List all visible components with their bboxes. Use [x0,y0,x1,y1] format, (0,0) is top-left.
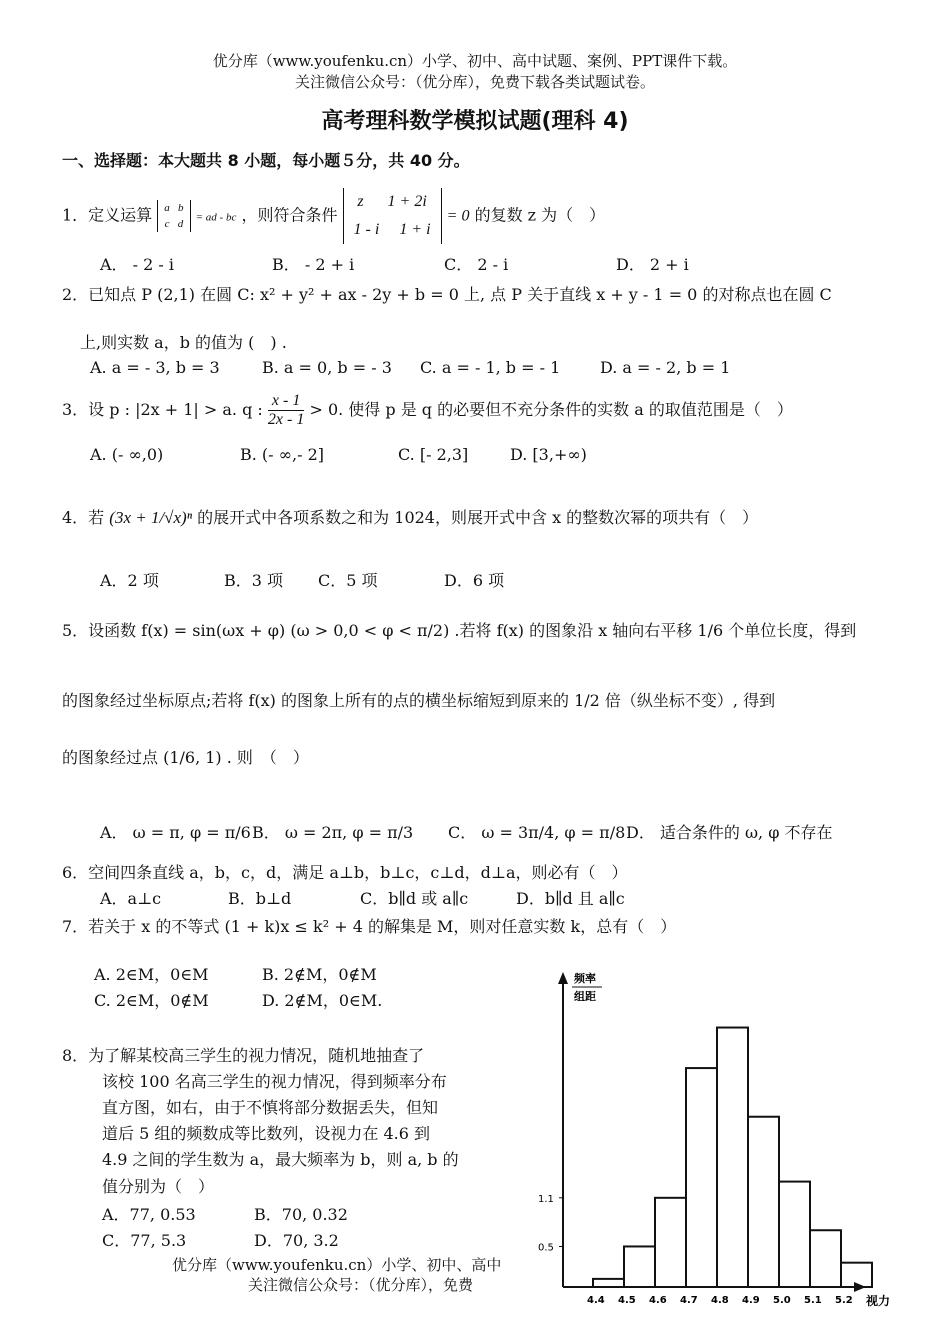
q3-text-b: > 0. 使得 p 是 q 的必要但不充分条件的实数 a 的取值范围是（ ） [309,400,793,419]
histogram-bar-0 [593,1279,624,1287]
page-title: 高考理科数学模拟试题(理科 4) [321,109,629,134]
ylabel-top: 频率 [574,972,596,985]
q1-d12: 1 + 2i [387,193,427,210]
q4-option-a[interactable]: A．2 项 [100,571,159,590]
question-5-line-1: 5．设函数 f(x) = sin(ωx + φ) (ω > 0,0 < φ < π/2) .若将 f(x) 的图象沿 x 轴向右平移 1/6 个单位长度，得到 [62,621,857,640]
q2-option-c[interactable]: C. a = - 1, b = - 1 [420,358,561,377]
y-axis-arrow [558,972,568,984]
q8-option-c[interactable]: C．77, 5.3 [102,1231,187,1250]
question-2-line-1: 2．已知点 P (2,1) 在圆 C: x² + y² + ax - 2y + b = 0 上, 点 P 关于直线 x + y - 1 = 0 的对称点也在圆 C [62,285,832,304]
q2-option-a[interactable]: A. a = - 3, b = 3 [90,358,220,377]
q5-option-b[interactable]: B． ω = 2π, φ = π/3 [252,823,414,842]
histogram-chart [530,960,930,1312]
q3-fraction [268,392,304,429]
x-tick-label-2: 4.6 [649,1295,667,1306]
q4-text-b: 的展开式中各项系数之和为 1024，则展开式中含 x 的整数次幂的项共有（ ） [197,508,759,527]
x-tick-label-7: 5.1 [804,1295,822,1306]
histogram-bar-6 [779,1182,810,1287]
q8-option-b[interactable]: B．70, 0.32 [254,1205,348,1224]
q3-denominator: 2x - 1 [267,411,305,428]
q8-option-d[interactable]: D．70, 3.2 [254,1231,339,1250]
q1-option-a[interactable]: A． - 2 - i [100,255,175,274]
x-tick-label-0: 4.4 [587,1295,605,1306]
q1-eq: = 0 [446,207,470,225]
q1-det [343,188,442,244]
q4-option-c[interactable]: C．5 项 [318,571,378,590]
question-8-line-3: 直方图，如右，由于不慎将部分数据丢失，但知 [102,1098,439,1117]
q4-option-d[interactable]: D．6 项 [444,571,505,590]
y-tick-label-0: 0.5 [538,1242,554,1254]
q4-text-a: 4．若 [62,508,105,527]
q2-option-b[interactable]: B. a = 0, b = - 3 [262,358,392,377]
footer-line-1: 优分库（www.youfenku.cn）小学、初中、高中 [172,1256,502,1274]
x-tick-label-5: 4.9 [742,1295,760,1306]
histogram-bar-7 [810,1230,841,1287]
x-tick-label-1: 4.5 [618,1295,636,1306]
x-axis-arrow [854,1282,866,1292]
x-tick-label-8: 5.2 [835,1295,853,1306]
question-8-line-5: 4.9 之间的学生数为 a，最大频率为 b，则 a, b 的 [102,1150,459,1169]
xlabel: 视力 [866,1294,891,1308]
q1-det-def: = ad - bc [195,211,237,224]
q4-expression: (3x + 1/√x)ⁿ [109,508,193,527]
q1-det-definition: a b c d [157,200,190,232]
q3-option-b[interactable]: B. (- ∞,- 2] [240,445,324,464]
q5-option-d[interactable]: D． 适合条件的 ω, φ 不存在 [626,823,833,842]
histogram-bar-1 [624,1246,655,1287]
q7-option-a[interactable]: A. 2∈M，0∈M [94,965,209,984]
q5-option-a[interactable]: A． ω = π, φ = π/6 [100,823,251,842]
q1-d21: 1 - i [353,221,380,238]
question-7: 7．若关于 x 的不等式 (1 + k)x ≤ k² + 4 的解集是 M，则对任意实数 k，总有（ ） [62,917,677,936]
y-tick-label-1: 1.1 [538,1193,554,1205]
q1-option-b[interactable]: B． - 2 + i [272,255,355,274]
x-tick-label-4: 4.8 [711,1295,729,1306]
q7-option-d[interactable]: D. 2∉M，0∈M. [262,991,383,1010]
q1-d22: 1 + i [399,221,431,238]
x-tick-label-6: 5.0 [773,1295,791,1306]
q6-option-d[interactable]: D．b∥d 且 a∥c [516,889,625,908]
x-tick-label-3: 4.7 [680,1295,698,1306]
q3-numerator: x - 1 [268,392,304,411]
q3-option-c[interactable]: C. [- 2,3] [398,445,469,464]
q1-text-a: 1．定义运算 [62,205,153,225]
question-4 [62,505,758,528]
q1-option-c[interactable]: C． 2 - i [444,255,509,274]
q6-option-a[interactable]: A．a⊥c [100,889,162,908]
q3-option-a[interactable]: A. (- ∞,0) [90,445,164,464]
q1-option-d[interactable]: D． 2 + i [616,255,689,274]
q4-option-b[interactable]: B．3 项 [224,571,284,590]
histogram-layer [538,1028,872,1306]
q1-text-c: 的复数 z 为（ ） [474,205,606,225]
question-1 [62,188,605,244]
histogram-bar-4 [717,1028,748,1287]
q7-option-b[interactable]: B. 2∉M，0∉M [262,965,377,984]
header-line-1: 优分库（www.youfenku.cn）小学、初中、高中试题、案例、PPT课件下载。 [212,52,738,70]
histogram-bar-3 [686,1068,717,1287]
q8-option-a[interactable]: A．77, 0.53 [102,1205,196,1224]
q1-text-b: ，则符合条件 [241,205,338,225]
q7-option-c[interactable]: C. 2∈M，0∉M [94,991,209,1010]
question-8-line-2: 该校 100 名高三学生的视力情况，得到频率分布 [102,1072,447,1091]
question-2-line-2: 上,则实数 a，b 的值为 ( ) . [80,333,287,352]
question-8-line-4: 道后 5 组的频数成等比数列，设视力在 4.6 到 [102,1124,430,1143]
q1-d11: z [357,193,364,210]
footer-line-2: 关注微信公众号：（优分库），免费 [248,1276,474,1294]
q6-option-c[interactable]: C．b∥d 或 a∥c [360,889,469,908]
q5-option-c[interactable]: C． ω = 3π/4, φ = π/8 [448,823,626,842]
question-6: 6．空间四条直线 a，b，c，d，满足 a⊥b，b⊥c，c⊥d，d⊥a，则必有（ ） [62,863,628,882]
question-5-line-3: 的图象经过点 (1/6, 1) . 则 （ ） [62,748,309,767]
question-8-line-1: 8．为了解某校高三学生的视力情况，随机地抽查了 [62,1046,425,1065]
q3-text-a: 3．设 p : |2x + 1| > a. q : [62,400,263,419]
ylabel-bottom: 组距 [574,990,596,1003]
question-3 [62,392,793,429]
question-8-line-6: 值分别为（ ） [102,1177,215,1196]
question-5-line-2: 的图象经过坐标原点;若将 f(x) 的图象上所有的点的横坐标缩短到原来的 1/2 倍（纵坐标不变）, 得到 [62,691,776,710]
header-line-2: 关注微信公众号：（优分库），免费下载各类试题试卷。 [294,73,655,91]
q3-option-d[interactable]: D. [3,+∞) [510,445,587,464]
q6-option-b[interactable]: B．b⊥d [228,889,292,908]
q2-option-d[interactable]: D. a = - 2, b = 1 [600,358,731,377]
section-heading: 一、选择题：本大题共 8 小题，每小题５分，共 40 分。 [62,151,470,170]
histogram-bar-2 [655,1198,686,1287]
histogram-bar-5 [748,1117,779,1287]
